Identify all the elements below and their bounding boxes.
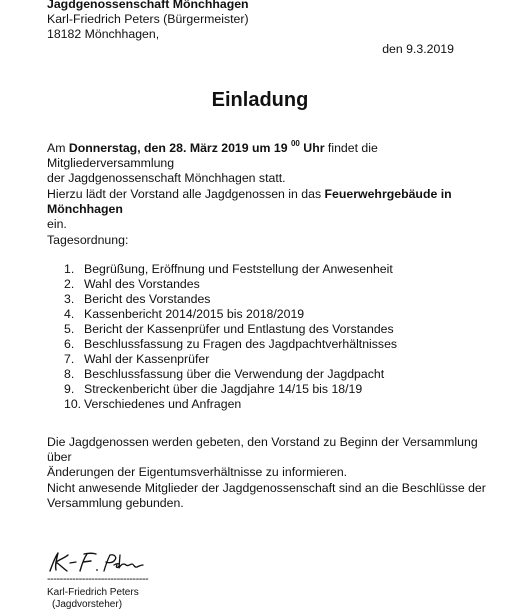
agenda-list: [47, 262, 397, 412]
absent-line1: Nicht anwesende Mitglieder der Jagdgenossenschaft sind an die Beschlüsse der: [47, 481, 486, 495]
signatory-name: Karl-Friedrich Peters: [47, 587, 139, 598]
agenda-item: [47, 277, 397, 292]
organization-name: Jagdgenossenschaft Mönchhagen: [47, 0, 249, 11]
agenda-number: 2.: [64, 277, 75, 291]
agenda-item: [47, 397, 397, 412]
postal-city: 18182 Mönchhagen,: [47, 27, 160, 41]
letter-date: den 9.3.2019: [382, 42, 454, 56]
agenda-number: 7.: [64, 352, 75, 366]
invite-line2: ein.: [47, 217, 67, 231]
page-title: Einladung: [211, 89, 309, 111]
agenda-number: 10.: [64, 397, 82, 411]
absent-notice: [47, 481, 487, 511]
signature-rule: --------------------------------: [47, 573, 149, 585]
agenda-item: [47, 382, 397, 397]
agenda-item: [47, 352, 397, 367]
agenda-item: [47, 322, 397, 337]
invite-prefix: Hierzu lädt der Vorstand alle Jagdgenossen in das: [47, 187, 325, 201]
agenda-number: 4.: [64, 307, 75, 321]
meeting-prefix: Am: [47, 141, 69, 155]
agenda-item: [47, 337, 397, 352]
meeting-date: Donnerstag, den 28. März 2019 um 19: [68, 141, 291, 155]
agenda-text: Streckenbericht über die Jagdjahre 14/15 bis 18/19: [84, 382, 363, 396]
absent-line2: Versammlung gebunden.: [47, 496, 184, 510]
meeting-time-unit: Uhr: [299, 141, 325, 155]
invite-paragraph: [47, 187, 487, 232]
agenda-text: Beschlussfassung über die Verwendung der Jagdpacht: [84, 367, 385, 381]
owners-notice: [47, 435, 487, 480]
meeting-location: Feuerwehrgebäude in Mönchhagen: [47, 187, 452, 216]
agenda-heading: Tagesordnung:: [47, 233, 129, 247]
agenda-number: 9.: [64, 382, 75, 396]
agenda-number: 5.: [64, 322, 75, 336]
meeting-line2: der Jagdgenossenschaft Mönchhagen statt.: [47, 171, 286, 185]
agenda-number: 1.: [64, 262, 75, 276]
signatory-role: (Jagdvorsteher): [52, 599, 123, 610]
agenda-text: Kassenbericht 2014/2015 bis 2018/2019: [84, 307, 305, 321]
agenda-text: Beschlussfassung zu Fragen des Jagdpachtverhältnisses: [84, 337, 398, 351]
owners-line2: Änderungen der Eigentumsverhältnisse zu informieren.: [47, 465, 348, 479]
owners-line1: Die Jagdgenossen werden gebeten, den Vorstand zu Beginn der Versammlung über: [47, 435, 478, 464]
meeting-paragraph: [47, 141, 487, 186]
agenda-text: Wahl des Vorstandes: [84, 277, 200, 291]
agenda-item: [47, 307, 397, 322]
agenda-text: Wahl der Kassenprüfer: [84, 352, 210, 366]
agenda-number: 3.: [64, 292, 75, 306]
meeting-time-minutes: 00: [290, 139, 300, 148]
agenda-item: [47, 262, 397, 277]
chairman-name: Karl-Friedrich Peters (Bürgermeister): [47, 12, 249, 26]
agenda-text: Verschiedenes und Anfragen: [84, 397, 242, 411]
agenda-item: [47, 367, 397, 382]
agenda-text: Bericht des Vorstandes: [84, 292, 211, 306]
agenda-number: 6.: [64, 337, 75, 351]
agenda-number: 8.: [64, 367, 75, 381]
meeting-suffix: findet die Mitgliederversammlung: [47, 141, 378, 170]
agenda-text: Begrüßung, Eröffnung und Feststellung der Anwesenheit: [84, 262, 393, 276]
agenda-item: [47, 292, 397, 307]
agenda-text: Bericht der Kassenprüfer und Entlastung des Vorstandes: [84, 322, 394, 336]
